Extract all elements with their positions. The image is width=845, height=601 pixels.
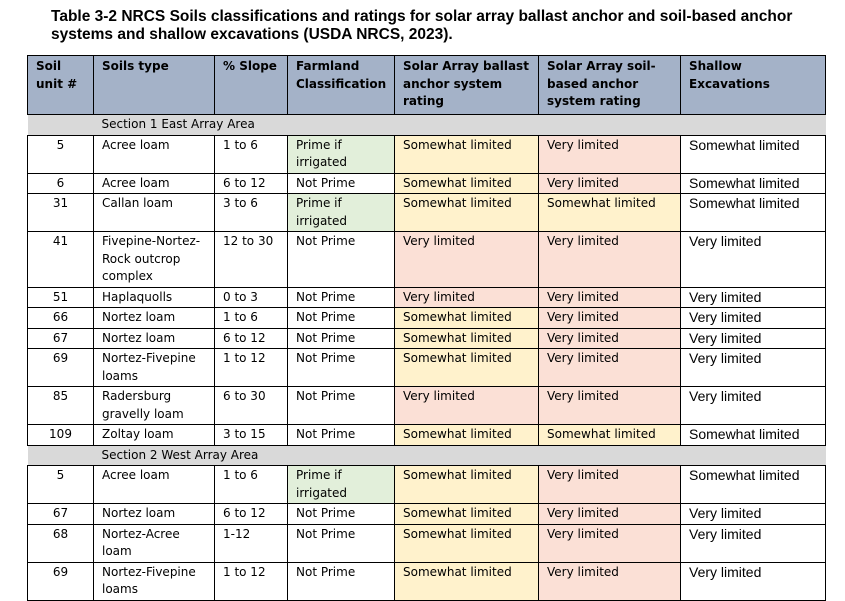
slope-cell: 3 to 15	[215, 425, 288, 446]
soil-unit-cell: 31	[28, 194, 94, 232]
farmland-cell: Not Prime	[288, 287, 395, 308]
table-row	[28, 173, 826, 194]
soils-type-cell: Radersburg gravelly loam	[94, 387, 215, 425]
ballast-rating-cell: Somewhat limited	[395, 173, 539, 194]
slope-cell: 1 to 6	[215, 135, 288, 173]
slope-cell: 6 to 12	[215, 173, 288, 194]
table-row	[28, 425, 826, 446]
section-spacer	[28, 115, 94, 136]
soil-unit-cell: 67	[28, 328, 94, 349]
column-header-soils-type: Soils type	[94, 56, 215, 115]
soil-anchor-rating-cell: Very limited	[539, 232, 681, 288]
excavation-cell: Somewhat limited	[681, 173, 826, 194]
excavation-cell: Somewhat limited	[681, 194, 826, 232]
slope-cell: 6 to 30	[215, 387, 288, 425]
soil-unit-cell: 68	[28, 524, 94, 562]
soil-anchor-rating-cell: Somewhat limited	[539, 425, 681, 446]
soil-anchor-rating-cell: Very limited	[539, 349, 681, 387]
soil-anchor-rating-cell: Somewhat limited	[539, 194, 681, 232]
column-header-farmland: Farmland Classification	[288, 56, 395, 115]
table-row	[28, 504, 826, 525]
column-header-soil-unit: Soil unit #	[28, 56, 94, 115]
excavation-cell: Very limited	[681, 524, 826, 562]
farmland-cell: Not Prime	[288, 308, 395, 329]
soil-anchor-rating-cell: Very limited	[539, 387, 681, 425]
ballast-rating-cell: Somewhat limited	[395, 504, 539, 525]
soil-unit-cell: 5	[28, 135, 94, 173]
soils-type-cell: Acree loam	[94, 173, 215, 194]
farmland-cell: Prime if irrigated	[288, 135, 395, 173]
slope-cell: 0 to 3	[215, 287, 288, 308]
ballast-rating-cell: Somewhat limited	[395, 349, 539, 387]
ballast-rating-cell: Somewhat limited	[395, 135, 539, 173]
column-header-soil-anchor-rating: Solar Array soil-based anchor system rating	[539, 56, 681, 115]
slope-cell: 1 to 6	[215, 308, 288, 329]
slope-cell: 6 to 12	[215, 328, 288, 349]
farmland-cell: Not Prime	[288, 387, 395, 425]
soils-type-cell: Fivepine-Nortez-Rock outcrop complex	[94, 232, 215, 288]
soil-anchor-rating-cell: Very limited	[539, 173, 681, 194]
soils-type-cell: Nortez-Fivepine loams	[94, 562, 215, 600]
section-row	[28, 445, 826, 466]
soils-type-cell: Nortez loam	[94, 504, 215, 525]
column-header-ballast-rating: Solar Array ballast anchor system rating	[395, 56, 539, 115]
slope-cell: 3 to 6	[215, 194, 288, 232]
soils-type-cell: Haplaquolls	[94, 287, 215, 308]
excavation-cell: Very limited	[681, 308, 826, 329]
farmland-cell: Not Prime	[288, 504, 395, 525]
table-row	[28, 232, 826, 288]
soils-type-cell: Acree loam	[94, 135, 215, 173]
excavation-cell: Very limited	[681, 387, 826, 425]
ballast-rating-cell: Somewhat limited	[395, 194, 539, 232]
soil-anchor-rating-cell: Very limited	[539, 308, 681, 329]
table-row	[28, 524, 826, 562]
soils-type-cell: Nortez loam	[94, 328, 215, 349]
soils-type-cell: Zoltay loam	[94, 425, 215, 446]
soil-unit-cell: 67	[28, 504, 94, 525]
farmland-cell: Not Prime	[288, 425, 395, 446]
ballast-rating-cell: Somewhat limited	[395, 562, 539, 600]
excavation-cell: Very limited	[681, 562, 826, 600]
excavation-cell: Very limited	[681, 232, 826, 288]
section-spacer	[28, 445, 94, 466]
soils-table	[27, 55, 826, 601]
farmland-cell: Prime if irrigated	[288, 194, 395, 232]
soil-anchor-rating-cell: Very limited	[539, 328, 681, 349]
table-body	[28, 115, 826, 601]
soil-anchor-rating-cell: Very limited	[539, 287, 681, 308]
soils-type-cell: Nortez-Acree loam	[94, 524, 215, 562]
soil-unit-cell: 6	[28, 173, 94, 194]
ballast-rating-cell: Very limited	[395, 387, 539, 425]
column-header-shallow-excavations: Shallow Excavations	[681, 56, 826, 115]
soil-unit-cell: 85	[28, 387, 94, 425]
excavation-cell: Very limited	[681, 328, 826, 349]
table-row	[28, 287, 826, 308]
table-row	[28, 194, 826, 232]
header-row	[28, 56, 826, 115]
excavation-cell: Very limited	[681, 504, 826, 525]
slope-cell: 1-12	[215, 524, 288, 562]
soil-anchor-rating-cell: Very limited	[539, 135, 681, 173]
table-title: Table 3-2 NRCS Soils classifications and ratings for solar array ballast anchor and soil-based anchor systems and shallow excavations (USDA NRCS, 2023).	[51, 8, 793, 43]
farmland-cell: Not Prime	[288, 328, 395, 349]
table-row	[28, 466, 826, 504]
ballast-rating-cell: Somewhat limited	[395, 308, 539, 329]
soil-anchor-rating-cell: Very limited	[539, 524, 681, 562]
section-title: Section 2 West Array Area	[94, 445, 826, 466]
soil-unit-cell: 109	[28, 425, 94, 446]
soil-anchor-rating-cell: Very limited	[539, 504, 681, 525]
ballast-rating-cell: Somewhat limited	[395, 524, 539, 562]
soil-unit-cell: 41	[28, 232, 94, 288]
excavation-cell: Very limited	[681, 287, 826, 308]
slope-cell: 12 to 30	[215, 232, 288, 288]
excavation-cell: Somewhat limited	[681, 466, 826, 504]
farmland-cell: Not Prime	[288, 349, 395, 387]
ballast-rating-cell: Very limited	[395, 232, 539, 288]
soil-unit-cell: 5	[28, 466, 94, 504]
farmland-cell: Not Prime	[288, 232, 395, 288]
farmland-cell: Not Prime	[288, 562, 395, 600]
excavation-cell: Somewhat limited	[681, 135, 826, 173]
column-header-slope: % Slope	[215, 56, 288, 115]
soils-type-cell: Acree loam	[94, 466, 215, 504]
slope-cell: 1 to 12	[215, 562, 288, 600]
soil-unit-cell: 66	[28, 308, 94, 329]
slope-cell: 1 to 12	[215, 349, 288, 387]
farmland-cell: Not Prime	[288, 173, 395, 194]
section-row	[28, 115, 826, 136]
ballast-rating-cell: Very limited	[395, 287, 539, 308]
ballast-rating-cell: Somewhat limited	[395, 466, 539, 504]
excavation-cell: Somewhat limited	[681, 425, 826, 446]
soils-type-cell: Nortez-Fivepine loams	[94, 349, 215, 387]
table-row	[28, 135, 826, 173]
slope-cell: 6 to 12	[215, 504, 288, 525]
soil-anchor-rating-cell: Very limited	[539, 466, 681, 504]
soil-unit-cell: 69	[28, 349, 94, 387]
excavation-cell: Very limited	[681, 349, 826, 387]
soils-type-cell: Callan loam	[94, 194, 215, 232]
table-row	[28, 308, 826, 329]
ballast-rating-cell: Somewhat limited	[395, 425, 539, 446]
table-row	[28, 562, 826, 600]
soil-unit-cell: 51	[28, 287, 94, 308]
ballast-rating-cell: Somewhat limited	[395, 328, 539, 349]
table-row	[28, 387, 826, 425]
soils-type-cell: Nortez loam	[94, 308, 215, 329]
table-row	[28, 328, 826, 349]
section-title: Section 1 East Array Area	[94, 115, 826, 136]
farmland-cell: Not Prime	[288, 524, 395, 562]
soil-unit-cell: 69	[28, 562, 94, 600]
slope-cell: 1 to 6	[215, 466, 288, 504]
soil-anchor-rating-cell: Very limited	[539, 562, 681, 600]
farmland-cell: Prime if irrigated	[288, 466, 395, 504]
table-row	[28, 349, 826, 387]
